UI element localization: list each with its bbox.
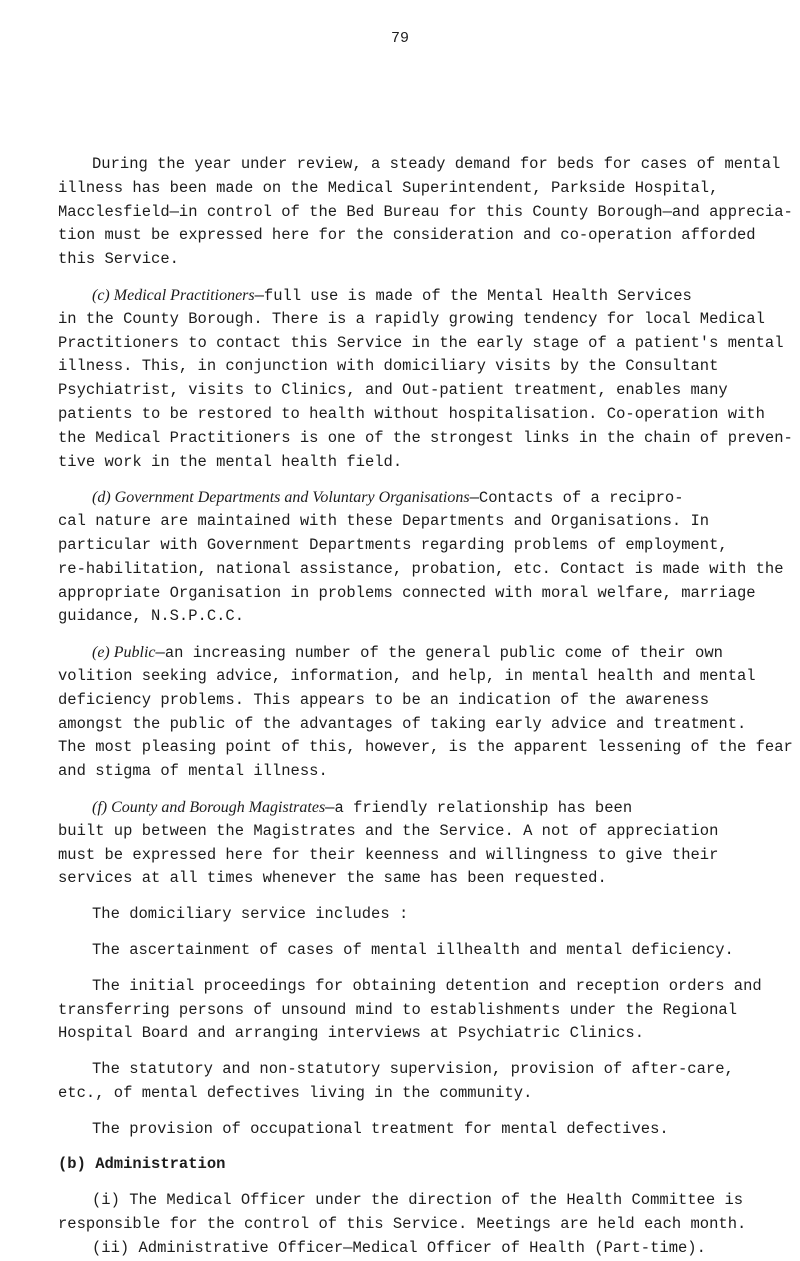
paragraph-bed-demand bbox=[58, 153, 793, 272]
text-line: appropriate Organisation in problems connected with moral welfare, marriage bbox=[58, 583, 756, 602]
section-heading: (d) Government Departments and Voluntary Organisations bbox=[92, 489, 470, 507]
text-line: must be expressed here for their keenness and willingness to give their bbox=[58, 845, 719, 864]
administration-item: (ii) Administrative Officer—Medical Officer of Health (Part-time). bbox=[92, 1238, 706, 1257]
text-line: patients to be restored to health without hospitalisation. Co-operation with bbox=[58, 404, 765, 423]
text-line: illness has been made on the Medical Superintendent, Parkside Hospital, bbox=[58, 178, 719, 197]
list-item: The ascertainment of cases of mental illhealth and mental deficiency. bbox=[92, 940, 734, 959]
text-line: services at all times whenever the same has been requested. bbox=[58, 869, 607, 888]
text-line: the Medical Practitioners is one of the strongest links in the chain of preven- bbox=[58, 428, 793, 447]
text-line: built up between the Magistrates and the Service. A not of appreciation bbox=[58, 821, 719, 840]
list-item bbox=[58, 975, 762, 1046]
text-line: —a friendly relationship has been bbox=[325, 798, 633, 817]
body-text bbox=[58, 153, 793, 1261]
section-heading: (c) Medical Practitioners bbox=[92, 286, 255, 304]
text-line: amongst the public of the advantages of taking early advice and treatment. bbox=[58, 714, 747, 733]
text-line: Hospital Board and arranging interviews at Psychiatric Clinics. bbox=[58, 1024, 644, 1043]
text-line: in the County Borough. There is a rapidly growing tendency for local Medical bbox=[58, 309, 765, 328]
text-line: Psychiatrist, visits to Clinics, and Out-patient treatment, enables many bbox=[58, 381, 728, 400]
domiciliary-intro: The domiciliary service includes : bbox=[92, 905, 409, 924]
section-heading-administration: (b) Administration bbox=[58, 1155, 226, 1174]
administration-item bbox=[58, 1189, 748, 1237]
text-line: (i) The Medical Officer under the direction of the Health Committee is bbox=[92, 1191, 744, 1210]
text-line: tive work in the mental health field. bbox=[58, 452, 403, 471]
text-line: deficiency problems. This appears to be an indication of the awareness bbox=[58, 690, 710, 709]
text-line: —Contacts of a recipro- bbox=[469, 489, 684, 508]
paragraph-medical-practitioners bbox=[58, 284, 793, 474]
text-line: etc., of mental defectives living in the community. bbox=[58, 1083, 533, 1102]
paragraph-magistrates bbox=[58, 796, 748, 891]
text-line: this Service. bbox=[58, 250, 179, 269]
text-line: illness. This, in conjunction with domiciliary visits by the Consultant bbox=[58, 357, 719, 376]
text-line: Macclesfield—in control of the Bed Bureau for this County Borough—and apprecia- bbox=[58, 202, 793, 221]
text-line: volition seeking advice, information, and help, in mental health and mental bbox=[58, 666, 756, 685]
paragraph-public bbox=[58, 641, 793, 784]
paragraph-government-departments bbox=[58, 486, 784, 629]
section-heading: (e) Public bbox=[92, 644, 156, 662]
list-item: The provision of occupational treatment for mental defectives. bbox=[92, 1119, 669, 1138]
text-line: particular with Government Departments regarding problems of employment, bbox=[58, 535, 728, 554]
text-line: tion must be expressed here for the consideration and co-operation afforded bbox=[58, 226, 756, 245]
text-line: transferring persons of unsound mind to establishments under the Regional bbox=[58, 1000, 738, 1019]
text-line: The most pleasing point of this, however, is the apparent lessening of the fear bbox=[58, 738, 793, 757]
section-heading: (f) County and Borough Magistrates bbox=[92, 798, 326, 816]
text-line: The statutory and non-statutory supervision, provision of after-care, bbox=[92, 1060, 734, 1079]
text-line: —an increasing number of the general public come of their own bbox=[155, 644, 723, 663]
text-line: The initial proceedings for obtaining detention and reception orders and bbox=[92, 976, 762, 995]
text-line: responsible for the control of this Service. Meetings are held each month. bbox=[58, 1215, 747, 1234]
text-line: and stigma of mental illness. bbox=[58, 762, 328, 781]
text-line: During the year under review, a steady demand for beds for cases of mental bbox=[92, 155, 781, 173]
list-item bbox=[58, 1058, 748, 1106]
text-line: Practitioners to contact this Service in the early stage of a patient's mental bbox=[58, 333, 784, 352]
text-line: —full use is made of the Mental Health Services bbox=[254, 286, 692, 305]
text-line: cal nature are maintained with these Departments and Organisations. In bbox=[58, 512, 710, 531]
text-line: guidance, N.S.P.C.C. bbox=[58, 607, 245, 626]
text-line: re-habilitation, national assistance, probation, etc. Contact is made with the bbox=[58, 559, 784, 578]
page-number: 79 bbox=[390, 30, 409, 47]
